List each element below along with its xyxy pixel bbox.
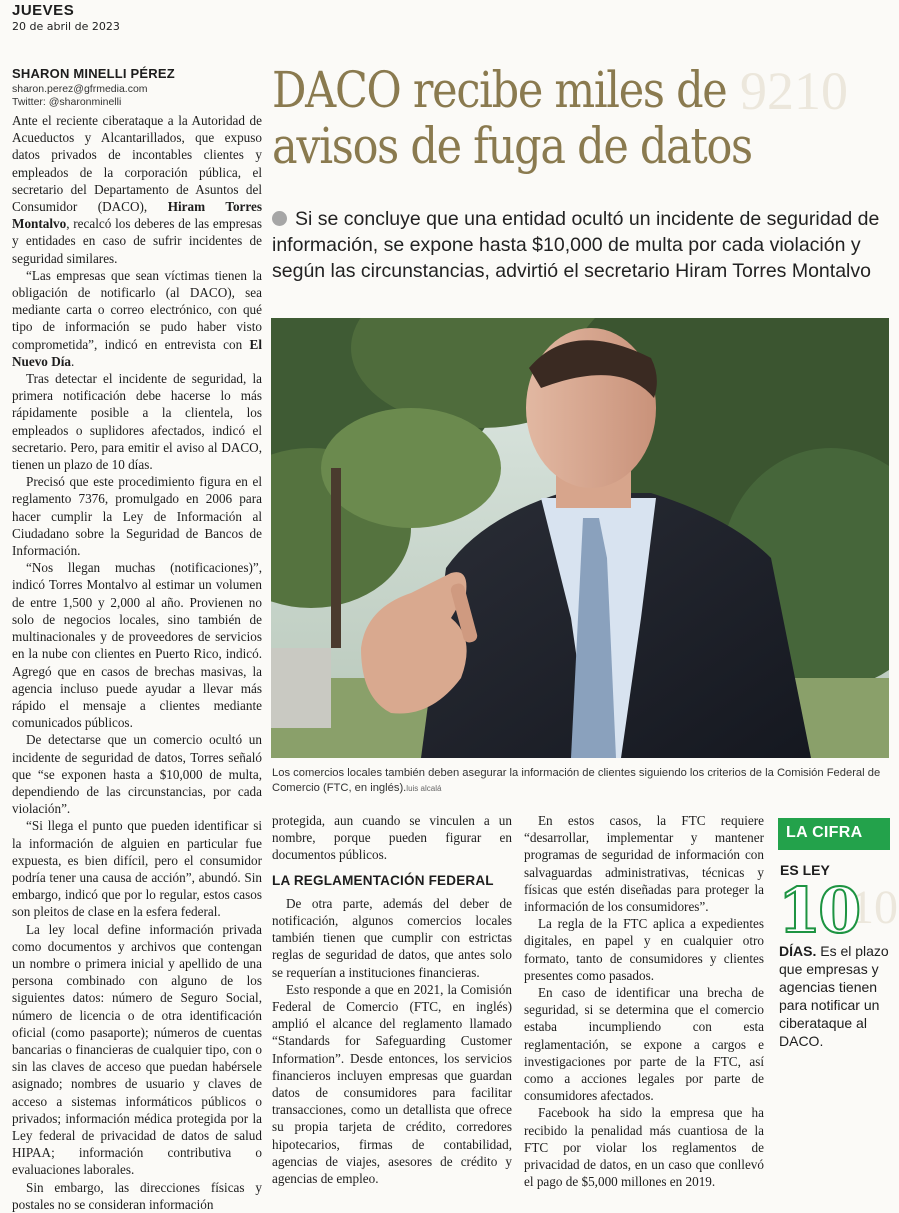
paragraph: La ley local define información privada como documentos y archivos que contengan un nombre o primera inicial y apellido de una persona combinado con alguno de los siguientes datos: número de Seguro Social, número de licencia o de otra identificación oficial (como pasaporte); números de cuentas bancarias o financieras de cualquier tipo, con o sin las claves de acceso que puedan habérsele asignado; nombres de usuario y claves de acceso a sistemas informáticos públicos o privados; información médica protegida por la Ley federal de privacidad de datos de salud HIPAA; información contributiva o evaluaciones laborales.: [12, 921, 262, 1178]
paragraph: De detectarse que un comercio ocultó un incidente de seguridad de datos, Torres señaló que “se exponen hasta a $10,000 de multa, dependiendo de las circunstancias, por cada violación”.: [12, 732, 262, 817]
article-photo: [271, 318, 889, 758]
paragraph: Ante el reciente ciberataque a la Autoridad de Acueductos y Alcantarillados, que expuso datos privados de incontables clientes y empleados de la corporación pública, el secretario del Departamento de Asuntos del Consumidor (DACO), Hiram Torres Montalvo, recalcó los deberes de las empresas y entidades en caso de sufrir incidentes de seguridad similares.: [12, 113, 262, 266]
edition-day: JUEVES: [12, 2, 75, 19]
paragraph: “Nos llegan muchas (notificaciones)”, indicó Torres Montalvo al estimar un volumen de entre 1,500 y 2,000 al año. Provienen no solo de negocios locales, sino también de multinacionales y de proveedores de servicios en la nube con clientes en Puerto Rico, indicó. Agregó que en casos de brechas masivas, la agencia incluso puede ayudar a llevar más rápido el mensaje a clientes mediante comunicados públicos.: [12, 560, 262, 731]
paragraph: En caso de identificar una brecha de seguridad, si se determina que el comercio estaba incumpliendo con esta reglamentación, se expone a cargos e investigaciones por parte de la FTC, así como a acciones legales por parte de consumidores afectados.: [524, 985, 764, 1104]
paragraph: protegida, aun cuando se vinculen a un nombre, porque pueden figurar en documentos públicos.: [272, 813, 512, 863]
background-watermark: 10: [850, 881, 898, 934]
paragraph: Sin embargo, las direcciones físicas y postales no se consideran información: [12, 1179, 262, 1212]
author-name: SHARON MINELLI PÉREZ: [12, 66, 175, 81]
background-watermark: 9210: [740, 61, 848, 121]
cifra-label: LA CIFRA: [786, 824, 863, 841]
paragraph: “Las empresas que sean víctimas tienen la obligación de notificarlo (al DACO), sea mediante carta o correo electrónico, con qué tipo de información se pudo haber visto comprometida”, indicó en entrevista con El Nuevo Día.: [12, 267, 262, 369]
edition-date: 20 de abril de 2023: [12, 20, 120, 33]
headline: DACO recibe miles de avisos de fuga de datos: [272, 61, 752, 175]
paragraph: Precisó que este procedimiento figura en el reglamento 7376, promulgado en 2006 para hacer cumplir la Ley de Información al Ciudadano sobre la Seguridad de Bancos de Información.: [12, 474, 262, 559]
bullet-icon: [272, 211, 287, 226]
paragraph: Esto responde a que en 2021, la Comisión Federal de Comercio (FTC, en inglés) amplió el alcance del reglamento llamado “Standards for Safeguarding Customer Information”. Desde entonces, los servicios financieros incluyen empresas que guardan datos de consumidores para facilitar transacciones, como un detallista que ofrece su propia tarjeta de crédito, corredores hipotecarios, firmas de contabilidad, agencias de viajes, asesores de crédito y agencias de empleo.: [272, 981, 512, 1187]
paragraph: “Si llega el punto que pueden identificar si la información de alguien en particular fue expuesta, es bien difícil, pero el consumidor podría tener una causa de acción”, abundó. Sin embargo, indicó que por lo regular, estos casos son pleitos de clase en la esfera federal.: [12, 818, 262, 920]
photo-credit: luis alcalá: [406, 784, 442, 793]
paragraph: La regla de la FTC aplica a expedientes digitales, en papel y en cualquier otro formato, tanto de consumidores y clientes presentes como pasados.: [524, 916, 764, 983]
cifra-description: DÍAS. Es el plazo que empresas y agencias tienen para notificar un ciberataque al DACO.: [779, 943, 889, 1049]
author-twitter[interactable]: Twitter: @sharonminelli: [12, 96, 122, 108]
article-column-2: [272, 812, 512, 1187]
article-column-1: [12, 112, 262, 1213]
author-email[interactable]: sharon.perez@gfrmedia.com: [12, 83, 148, 95]
paragraph: Tras detectar el incidente de seguridad, la primera notificación debe hacerse lo más rápidamente posible a la clientela, los empleados o suplidores afectados, indicó el secretario. Pero, para emitir el aviso al DACO, tienen un plazo de 10 días.: [12, 371, 262, 473]
paragraph: En estos casos, la FTC requiere “desarrollar, implementar y mantener programas de seguridad de información con salvaguardas administrativas, técnicas y físicas que estén diseñadas para proteger la información de los consumidores”.: [524, 813, 764, 915]
article-column-3: [524, 812, 764, 1190]
paragraph: De otra parte, además del deber de notificación, algunos comercios locales también tienen que cumplir con estrictas reglas de seguridad de datos, que antes solo se requerían a instituciones financieras.: [272, 895, 512, 980]
paragraph: Facebook ha sido la empresa que ha recibido la penalidad más cuantiosa de la FTC por violar los reglamentos de privacidad de datos, en un caso que conllevó el pago de $5,000 millones en 2019.: [524, 1105, 764, 1190]
cifra-number: 10: [778, 874, 859, 947]
section-heading: LA REGLAMENTACIÓN FEDERAL: [272, 872, 494, 888]
subheadline: Si se concluye que una entidad ocultó un incidente de seguridad de información, se expone hasta $10,000 de multa por cada violación y según las circunstancias, advirtió el secretario Hiram Torres Montalvo: [272, 208, 880, 282]
photo-caption: Los comercios locales también deben asegurar la información de clientes siguiendo los criterios de la Comisión Federal de Comercio (FTC, en inglés).luis alcalá: [272, 767, 881, 794]
cifra-sublabel: ES LEY: [780, 862, 830, 878]
